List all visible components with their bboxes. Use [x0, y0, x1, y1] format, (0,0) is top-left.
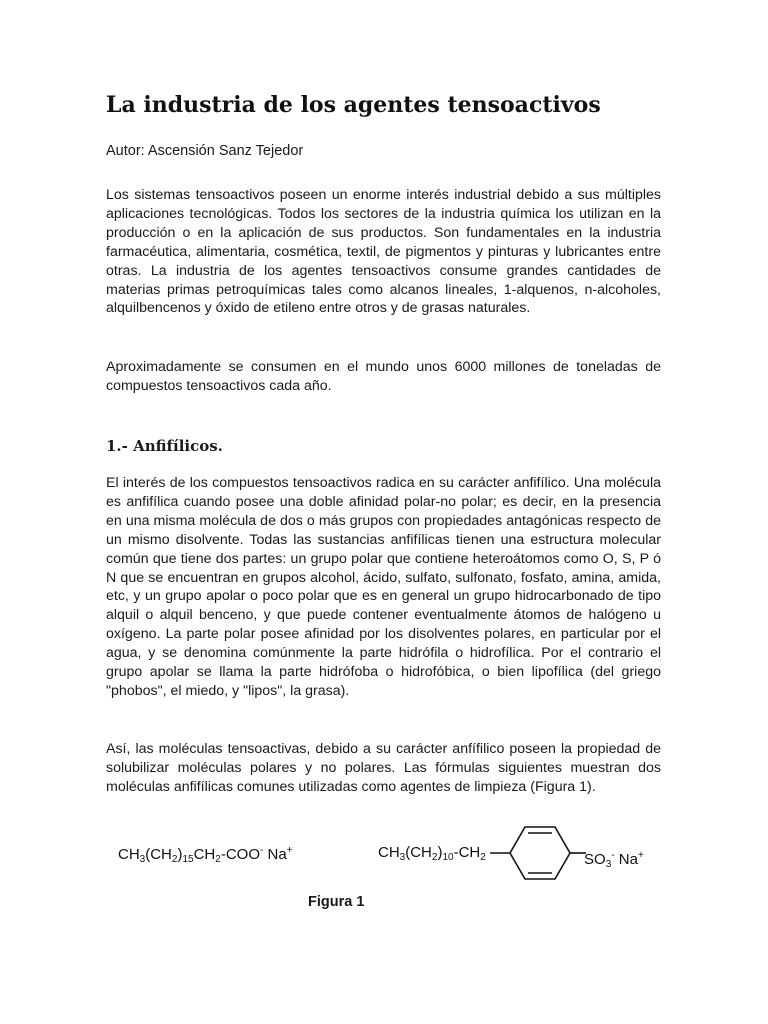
formula-detergent-sulfonate: $SO_3^-$ Na+	[584, 850, 644, 870]
paragraph-solubilizar: Así, las moléculas tensoactivas, debido a su carácter anfífilico poseen la propiedad de solubilizar moléculas polares y no polares. Las fórmulas siguientes muestran dos moléculas anfifílicas comunes utilizadas como agentes de limpieza (Figura 1).	[106, 741, 661, 795]
figure-caption: Figura 1	[308, 894, 365, 910]
formula-soap: $CH_3(CH_2)_{15}CH_2-COO^-$ Na+	[118, 845, 293, 865]
paragraph-anfifilicos: El interés de los compuestos tensoactivos radica en su carácter anfifílico. Una molécula es anfifílica cuando posee una doble afinidad polar-no polar; es decir, en la presencia en una misma molécula de dos o más grupos con propiedades antagónicas respecto de un mismo disolvente. Todas las sustancias anfifílicas tienen una estructura molecular común que tiene dos partes: un grupo polar que contiene heteroátomos como O, S, P ó N que se encuentran en grupos alcohol, ácido, sulfato, sulfonato, fosfato, amina, amida, etc, y un grupo apolar o poco polar que es en general un grupo hidrocarbonado de tipo alquil o alquil benceno, y que puede contener eventualmente átomos de halógeno u oxígeno. La parte polar posee afinidad por los disolventes polares, en particular por el agua, y se denomina comúnmente la parte hidrófila o hidrofílica. Por el contrario el grupo apolar se llama la parte hidrófoba o hidrofóbica, o bien lipofílica (del griego "phobos", el miedo, y "lipos", la grasa).	[106, 475, 661, 699]
author-line: Autor: Ascensión Sanz Tejedor	[106, 143, 304, 159]
formula-detergent-chain: $CH_3(CH_2)_{10}-CH_2$	[378, 844, 486, 863]
paragraph-intro: Los sistemas tensoactivos poseen un enorme interés industrial debido a sus múltiples aplicaciones tecnológicas. Todos los sectores de la industria química los utilizan en la producción o en la aplicación de sus productos. Son fundamentales en la industria farmacéutica, alimentaria, cosmética, textil, de pigmentos y pinturas y lubricantes entre otras. La industria de los agentes tensoactivos consume grandes cantidades de materias primas petroquímicas tales como alcanos lineales, 1-alquenos, n-alcoholes, alquilbencenos y óxido de etileno entre otros y de grasas naturales.	[106, 187, 661, 317]
document-title: La industria de los agentes tensoactivos	[106, 92, 601, 118]
section-heading: 1.- Anfifílicos.	[106, 437, 223, 455]
paragraph-consumption: Aproximadamente se consumen en el mundo unos 6000 millones de toneladas de compuestos tensoactivos cada año.	[106, 359, 661, 394]
benzene-ring-icon	[490, 816, 586, 890]
